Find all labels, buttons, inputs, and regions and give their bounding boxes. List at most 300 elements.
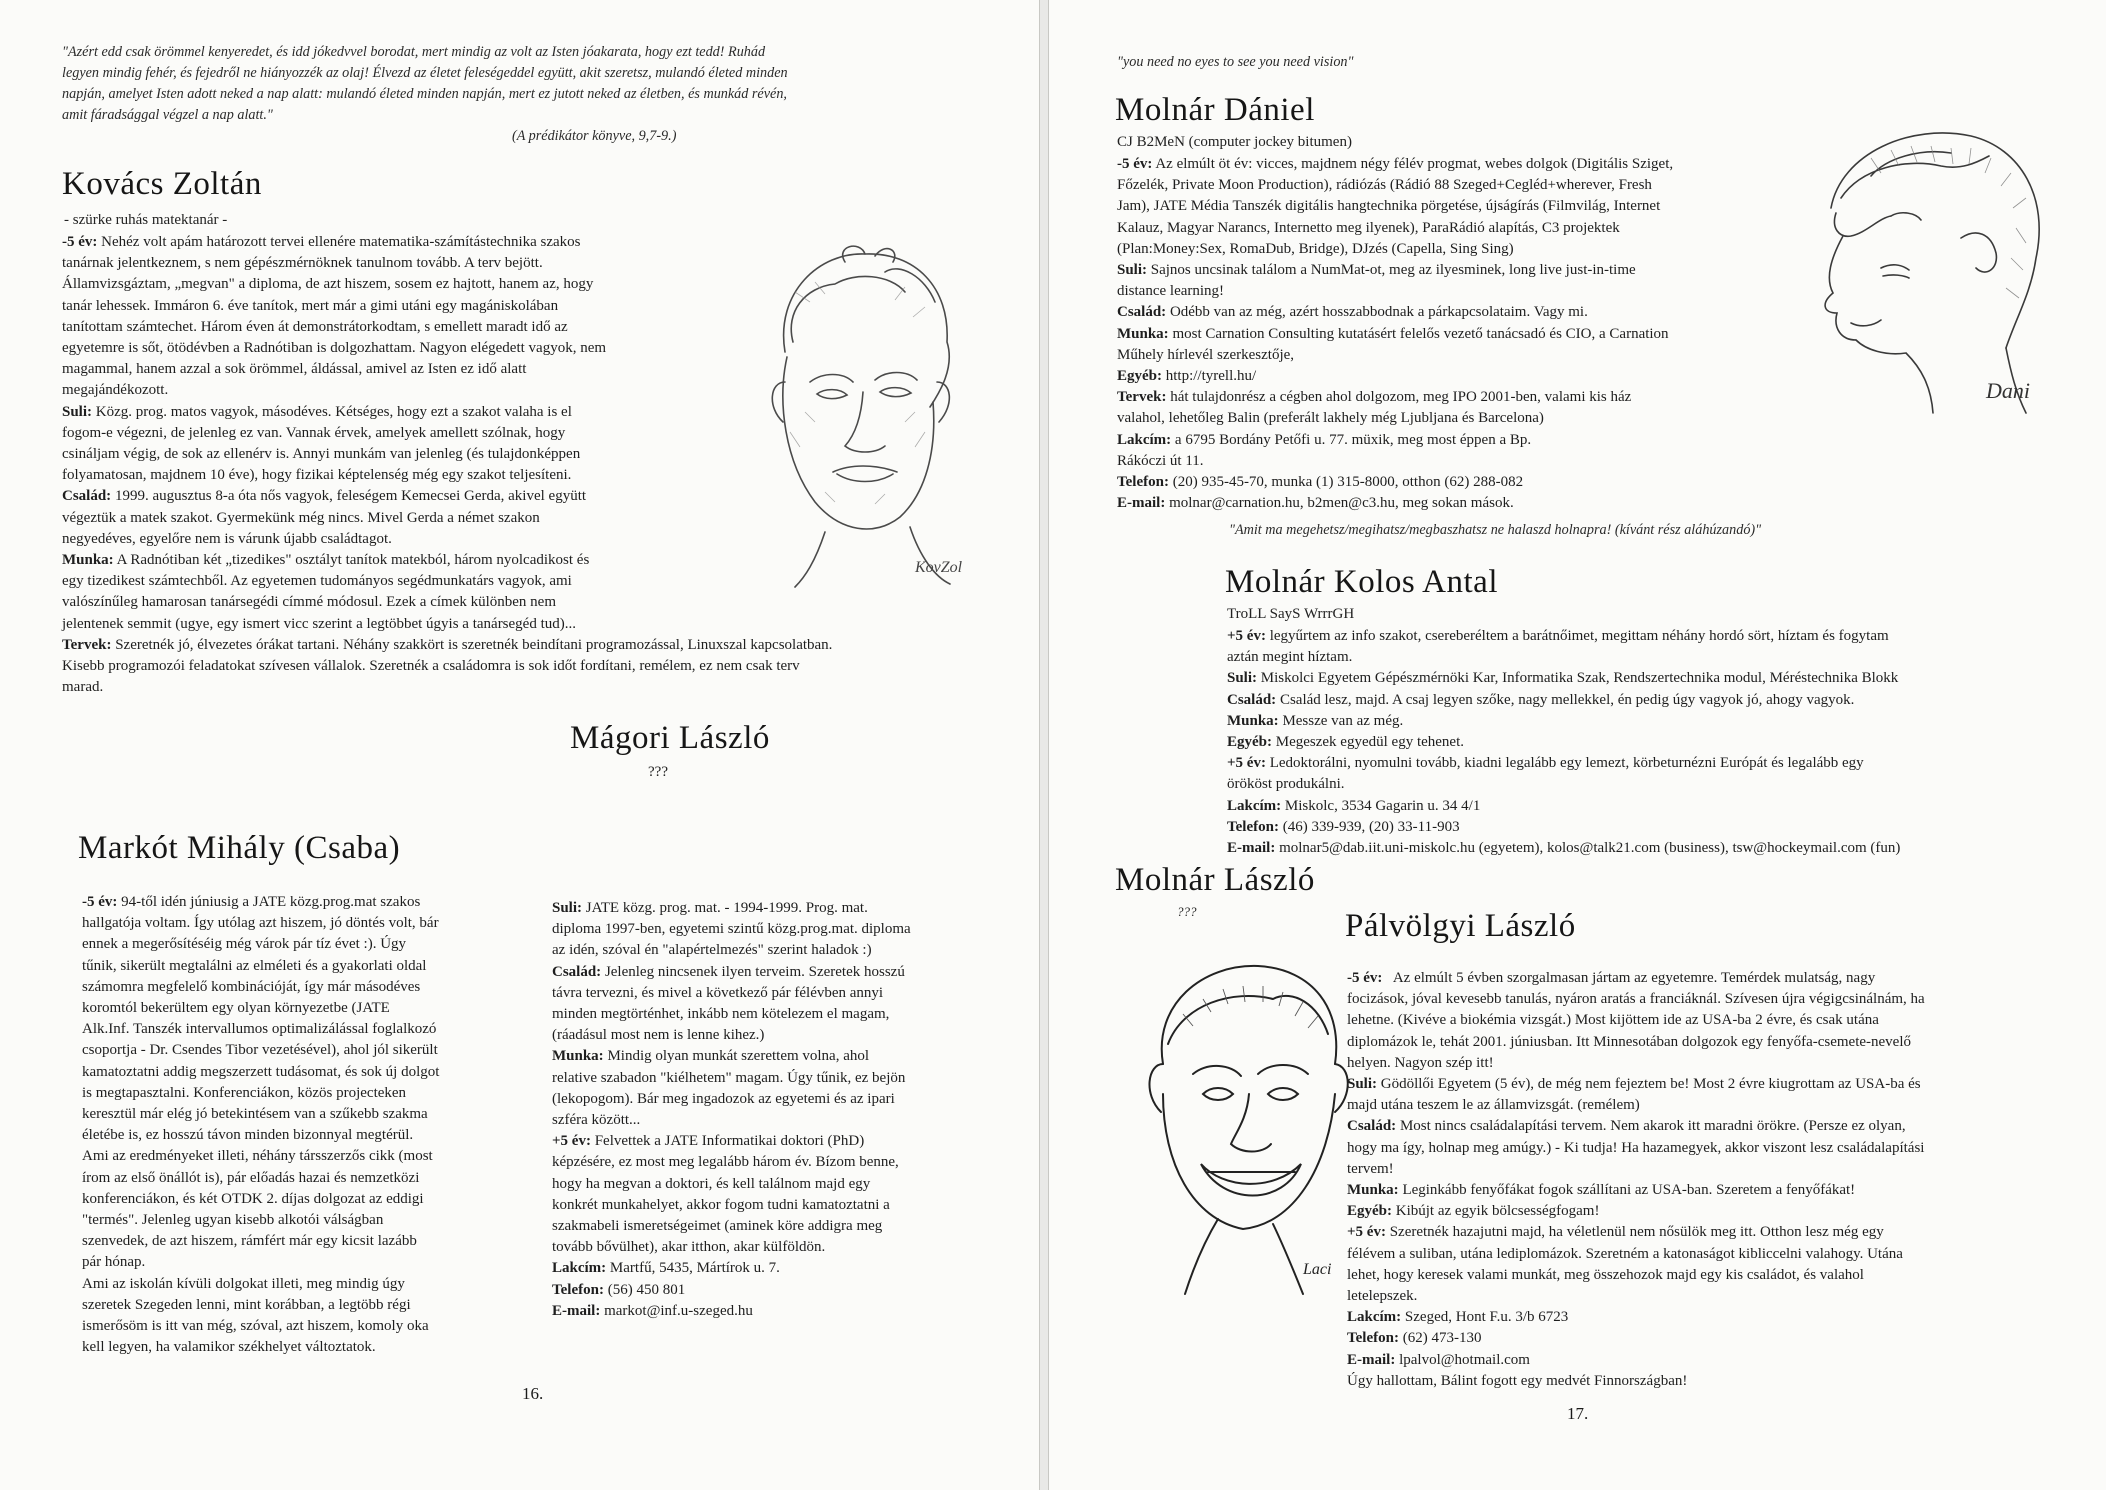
bio-line [1347, 1328, 1925, 1349]
field-label: +5 év: [552, 1133, 591, 1150]
bio-line [552, 1110, 911, 1131]
field-label: +5 év: [1227, 628, 1266, 644]
daniel-name: Molnár Dániel [1115, 92, 1315, 128]
left-page [0, 0, 1040, 1490]
field-label: Munka: [1227, 712, 1279, 729]
bio-line [552, 983, 911, 1004]
bio-line [62, 402, 832, 423]
field-text: Kibújt az egyik bölcsességfogam! [1392, 1203, 1600, 1220]
bio-line [1227, 774, 1900, 795]
field-text: (lekopogom). Bár meg ingadozok az egyetemi és az ipari [552, 1090, 895, 1107]
bio-line [1347, 1244, 1925, 1265]
bio-line [1227, 626, 1900, 647]
bio-line [62, 232, 832, 253]
field-text: (56) 450 801 [603, 1281, 686, 1298]
field-label: Munka: [1117, 325, 1169, 342]
field-text: kell legyen, ha valamikor székhelyet változtatok. [82, 1339, 376, 1356]
bio-line [1347, 1201, 1925, 1222]
bio-line [82, 1083, 439, 1104]
field-text: Műhely hírlevél szerkesztője, [1117, 346, 1295, 363]
bio-line [82, 1146, 439, 1167]
field-label: Lakcím: [1227, 797, 1282, 814]
field-text: fogom-e végezni, de jelenleg ez van. Vannak érvek, amelyek amellett szólnak, hogy [62, 424, 566, 441]
bio-line [62, 529, 832, 550]
bio-line [1347, 968, 1925, 989]
bio-line [1347, 1010, 1925, 1031]
bio-line [82, 1252, 439, 1273]
bio-line [552, 1258, 911, 1279]
quote-line: napján, amelyet Isten adott neked a nap alatt: mulandó életed minden napján, mert ez jutott neked az életben, és munkád révén, [62, 86, 787, 102]
field-text: diplomázok le, tehát 2001. júniusban. Itt Minnesotában dolgozok egy fenyőfa-csemete-nevelő [1347, 1033, 1912, 1050]
field-text: Úgy hallottam, Bálint fogott egy medvét Finnországban! [1347, 1372, 1688, 1389]
field-label: Család: [1227, 691, 1277, 708]
field-text: (20) 935-45-70, munka (1) 315-8000, otthon (62) 288-082 [1168, 474, 1524, 491]
field-text: csináljam végig, de sok az ellenérv is. Annyi munkám van jelenleg (és tulajdonképpen [62, 446, 581, 463]
field-text: Főzelék, Private Moon Production), rádiózás (Rádió 88 Szeged+Cegléd+wherever, Fresh [1117, 177, 1652, 194]
field-text: hogy ha megvan a doktori, és kell találnom majd egy [552, 1175, 871, 1192]
daniel-bio [1117, 154, 1673, 514]
bio-line [82, 956, 439, 977]
bio-line [1347, 1159, 1925, 1180]
field-text: distance learning! [1117, 283, 1225, 300]
bio-line [82, 1019, 439, 1040]
bio-line [82, 1168, 439, 1189]
magori-subtitle: ??? [648, 764, 668, 780]
field-text: A Radnótiban két „tizedikes" osztályt tanítok matekból, három nyolcadikost és [113, 552, 590, 569]
field-text: az idén, szóval én "alapértelmezés" szerint haladok :) [552, 942, 872, 959]
field-label: -5 év: [1117, 156, 1153, 172]
field-label: Tervek: [1117, 389, 1167, 406]
field-text: valahol, lehetőleg Balin (preferált lakhely még Ljubljana és Barcelona) [1117, 410, 1544, 427]
field-label: Munka: [1347, 1182, 1399, 1199]
bio-line [1117, 493, 1673, 514]
kovacs-name: Kovács Zoltán [62, 166, 262, 202]
bio-line [552, 1216, 911, 1237]
bio-line [82, 934, 439, 955]
bio-line [1117, 408, 1673, 429]
field-text: félévem a suliban, utána lediplomázok. Szeretném a katonaságot kibliccelni valahogy. Utána [1347, 1245, 1903, 1262]
bio-line [1227, 838, 1900, 859]
field-text: jelentenek semmit (ugye, egy ismert vicc szerint a legtöbbet úgyis a tanársegéd tud)... [62, 615, 576, 632]
field-label: Egyéb: [1227, 734, 1272, 751]
bio-line [552, 962, 911, 983]
bio-line [62, 274, 832, 295]
field-text: végeztük a matek szakot. Gyermekünk még nincs. Mivel Gerda a német szakon [62, 509, 540, 526]
field-text: (62) 473-130 [1398, 1330, 1482, 1347]
bio-line [1347, 1286, 1925, 1307]
bio-line [62, 614, 832, 635]
field-text: folyamatosan, majdnem 10 éve), hogy fizikai képtelenség még egy szakot teljesíteni. [62, 467, 572, 484]
bio-line [1117, 366, 1673, 387]
bio-line [82, 1337, 439, 1358]
bio-line [62, 444, 832, 465]
bio-line [62, 296, 832, 317]
bio-line [62, 635, 832, 656]
field-label: Telefon: [1347, 1330, 1399, 1347]
field-text: szféra között... [552, 1112, 641, 1129]
field-text: Miskolc, 3534 Gagarin u. 34 4/1 [1281, 797, 1481, 814]
field-text: Odébb van az még, azért hosszabbodnak a párkapcsolataim. Vagy mi. [1166, 304, 1588, 321]
field-text: konkrét munkahelyet, akkor fogom tudni kamatoztatni a [552, 1196, 890, 1213]
bio-line [62, 656, 832, 677]
bio-line [1117, 154, 1673, 175]
bio-line [1347, 989, 1925, 1010]
bio-line [1347, 1138, 1925, 1159]
field-text: Miskolci Egyetem Gépészmérnöki Kar, Informatika Szak, Rendszertechnika modul, Méréstechnika Blokk [1257, 670, 1899, 687]
field-text: Messze van az még. [1278, 712, 1404, 729]
field-text: lehetne. (Kivéve a biokémia vizsgát.) Most kijöttem ide az USA-ba 2 évre, és csak utána [1347, 1012, 1879, 1029]
bio-line [552, 898, 911, 919]
field-label: +5 év: [1347, 1224, 1386, 1241]
markot-name: Markót Mihály (Csaba) [78, 830, 401, 866]
bio-line [62, 550, 832, 571]
field-text: markot@inf.u-szeged.hu [600, 1302, 753, 1319]
quote-line: legyen mindig fehér, és fejedről ne hiányozzék az olaj! Élvezd az életet feleségeddel együtt, akit szeretsz, mulandó életed minden [62, 65, 788, 81]
bio-line [82, 1274, 439, 1295]
bio-line [552, 1046, 911, 1067]
field-text: életébe is, ez hosszú távon minden bizonnyal megtérül. [82, 1127, 414, 1144]
quote-source: (A prédikátor könyve, 9,7-9.) [512, 128, 677, 144]
field-text: tovább bővülhet), akar itthon, akar külföldön. [552, 1239, 826, 1256]
laszlo-subtitle: ??? [1177, 904, 1197, 919]
field-text: Ami az eredményeket illeti, néhány társszerzős cikk (most [82, 1148, 433, 1165]
field-label: Suli: [1227, 670, 1258, 687]
field-text: tűnik, sikerült megtalálni az elméleti és a gyakorlati oldal [82, 957, 427, 974]
field-label: Telefon: [1117, 474, 1169, 491]
field-text: hogy ma így, holnap meg amúgy.) - Ki tudja! Ha hazamegyek, akkor viszont lesz családalapítási [1347, 1139, 1925, 1156]
kolos-subtitle: TroLL SayS WrrrGH [1227, 606, 1355, 622]
field-text: távra tervezni, és mivel a következő pár félévben annyi [552, 984, 884, 1001]
field-text: Jam), JATE Média Tanszék digitális hangtechnika pörgetése, újságírás (Filmvilág, Internet [1117, 198, 1661, 215]
field-label: -5 év: [82, 894, 118, 910]
daniel-closing-quote: "Amit ma megehetsz/megihatsz/megbaszhatsz ne halaszd holnapra! (kívánt rész aláhúzandó)" [1229, 522, 1762, 538]
bio-line [1347, 1307, 1925, 1328]
field-text: Államvizsgáztam, „megvan" a diploma, de azt hiszem, sosem ez hajtott, hanem az, hogy [62, 276, 594, 293]
bio-line [82, 1316, 439, 1337]
field-text: keresztül már elég jó betekintésem van a szűkebb szakma [82, 1106, 428, 1123]
bio-line [62, 338, 832, 359]
field-text: egy tizedikest számtechből. Az egyetemen tudományos segédmunkatárs vagyok, ami [62, 573, 572, 590]
markot-bio-col1 [82, 892, 439, 1358]
field-text: relative szabadon "kiélhetem" magam. Úgy tűnik, ez bejön [552, 1069, 906, 1086]
bio-line [1347, 1265, 1925, 1286]
bio-line [552, 1025, 911, 1046]
field-text: kamatoztatni addig megszerzett tudásomat, és sok új dolgot [82, 1063, 440, 1080]
field-text: magammal, hanem azzal a sok örömmel, áldással, amivel az Isten ez idő alatt [62, 361, 527, 378]
field-text: negyedéves, egyelőre nem is várunk újabb családtagot. [62, 530, 392, 547]
bio-line [1117, 451, 1673, 472]
field-text: Az elmúlt öt év: vicces, majdnem négy félév progmat, webes dolgok (Digitális Sziget, [1152, 156, 1674, 172]
field-label: Lakcím: [552, 1260, 607, 1277]
field-text: Felvettek a JATE Informatikai doktori (PhD) [590, 1133, 865, 1150]
bio-line [62, 508, 832, 529]
field-text: "termés". Jelenleg ugyan kisebb alkotói válságban [82, 1212, 384, 1229]
field-label: Tervek: [62, 636, 112, 653]
field-label: Munka: [62, 552, 114, 569]
field-text: megajándékozott. [62, 382, 169, 399]
field-text: aztán megint híztam. [1227, 649, 1353, 666]
field-text: Kisebb programozói feladatokat szívesen vállalok. Szeretnék a családomra is sok időt fordítani, remélem, ez nem csak terv [62, 658, 800, 675]
field-text: koromtól bekerültem egy olyan környezetbe (JATE [82, 1000, 390, 1017]
bio-line [552, 1068, 911, 1089]
kovacs-subtitle: - szürke ruhás matektanár - [64, 212, 228, 228]
bio-line [552, 940, 911, 961]
quote-line: "Azért edd csak örömmel kenyeredet, és idd jókedvvel borodat, mert mindig az volt az Isten jóakarata, hogy ezt tedd! Ruhád [62, 44, 766, 60]
field-text: Szeged, Hont F.u. 3/b 6723 [1401, 1309, 1569, 1326]
field-text: ennek a megerősítéséig még várok pár tíz évet :). Úgy [82, 936, 407, 953]
field-text: marad. [62, 679, 104, 696]
field-text: lpalvol@hotmail.com [1395, 1351, 1530, 1368]
bio-line [1347, 1371, 1925, 1392]
bible-quote [62, 42, 992, 126]
laszlo-name: Molnár László [1115, 862, 1315, 898]
bio-line [1347, 1074, 1925, 1095]
field-text: Rákóczi út 11. [1117, 452, 1204, 469]
bio-line [1117, 196, 1673, 217]
field-text: ismerősöm is itt van még, szóval, azt hiszem, komoly oka [82, 1318, 429, 1335]
bio-line [552, 1089, 911, 1110]
field-text: Ami az iskolán kívüli dolgokat illeti, meg mindig úgy [82, 1275, 405, 1292]
bio-line [1117, 218, 1673, 239]
field-label: Család: [62, 488, 112, 505]
bio-line [1227, 711, 1900, 732]
field-text: a 6795 Bordány Petőfi u. 77. müxik, meg most éppen a Bp. [1171, 431, 1532, 448]
field-text: Martfű, 5435, Mártírok u. 7. [606, 1260, 780, 1277]
bio-line [1227, 817, 1900, 838]
field-text: (46) 339-939, (20) 33-11-903 [1278, 818, 1460, 835]
field-text: molnar5@dab.iit.uni-miskolc.hu (egyetem), kolos@talk21.com (business), tsw@hockeymail.com (fun) [1275, 840, 1901, 857]
bio-line [1117, 387, 1673, 408]
field-label: Egyéb: [1347, 1203, 1392, 1220]
field-text: Sajnos uncsinak találom a NumMat-ot, meg az ilyesminek, long live just-in-time [1147, 262, 1636, 279]
field-text: Leginkább fenyőfákat fogok szállítani az USA-ban. Szeretem a fenyőfákat! [1398, 1182, 1856, 1199]
field-text: Ledoktorálni, nyomulni tovább, kiadni legalább egy lemezt, körbeturnézni Európát és legalább egy [1265, 755, 1864, 772]
bio-line [552, 1280, 911, 1301]
bio-line [1117, 302, 1673, 323]
bio-line [1227, 732, 1900, 753]
bio-line [82, 1231, 439, 1252]
bio-line [82, 1189, 439, 1210]
bio-line [1347, 1180, 1925, 1201]
bio-line [62, 592, 832, 613]
magori-name: Mágori László [570, 720, 770, 756]
right-page [1048, 0, 2106, 1490]
bio-line [82, 1210, 439, 1231]
bio-line [1117, 345, 1673, 366]
bio-line [62, 359, 832, 380]
bio-line [82, 998, 439, 1019]
field-text: tervem! [1347, 1160, 1394, 1177]
field-label: Suli: [1117, 262, 1148, 279]
palvolgyi-portrait [1123, 944, 1363, 1299]
field-text: Az elmúlt 5 évben szorgalmasan jártam az egyetemre. Temérdek mulatság, nagy [1382, 970, 1876, 986]
bio-line [62, 380, 832, 401]
field-text: szeretek Szegeden lenni, mint korábban, a legtöbb régi [82, 1296, 411, 1313]
quote-line: amit fáradsággal végzel a nap alatt." [62, 107, 273, 123]
bio-line [62, 317, 832, 338]
field-text: molnar@carnation.hu, b2men@c3.hu, meg sokan mások. [1165, 495, 1514, 512]
field-text: Most nincs családalapítási tervem. Nem akarok itt maradni örökre. (Persze ez olyan, [1396, 1118, 1906, 1135]
bio-line [552, 919, 911, 940]
palvolgyi-bio [1347, 968, 1925, 1392]
field-text: egyetemre is sőt, ötödévben a Radnótiban is dolgozhattam. Nagyon elégedett vagyok, nem [62, 340, 607, 357]
bio-line [1347, 1350, 1925, 1371]
field-text: diploma 1997-ben, egyetemi szintű közg.prog.mat. diploma [552, 921, 911, 938]
bio-line [1227, 753, 1900, 774]
kolos-name: Molnár Kolos Antal [1225, 564, 1498, 600]
field-label: Munka: [552, 1048, 604, 1065]
bio-line [1117, 281, 1673, 302]
field-text: minden megtörténhet, inkább nem kötelezem el magam, [552, 1006, 890, 1023]
field-text: Szeretnék jó, élvezetes órákat tartani. Néhány szakkört is szeretnék beindítani programozással, Linuxszal kapcsolatban. [111, 636, 833, 653]
field-text: tanár lehessek. Immáron 6. éve tanítok, mert már a gimi utáni egy magániskolában [62, 297, 559, 314]
palvolgyi-signature: Laci [1303, 1261, 1332, 1278]
field-label: Suli: [552, 900, 583, 916]
field-text: is megtapasztalni. Konferenciákon, közös projecteken [82, 1084, 407, 1101]
bio-line [552, 1301, 911, 1322]
field-text: 94-től idén júniusig a JATE közg.prog.mat szakos [117, 894, 421, 910]
markot-bio-col2 [552, 898, 911, 1322]
field-text: letelepszek. [1347, 1288, 1418, 1305]
bio-line [82, 1125, 439, 1146]
field-text: Család lesz, majd. A csaj legyen szőke, nagy mellekkel, én pedig úgy vagyok jó, ahogy vagyok. [1276, 691, 1855, 708]
bio-line [1117, 260, 1673, 281]
bio-line [552, 1152, 911, 1173]
field-text: képzésére, ez most meg legalább három év. Bízom benne, [552, 1154, 899, 1171]
bio-line [1347, 1032, 1925, 1053]
field-label: E-mail: [552, 1302, 601, 1319]
field-text: konferenciákon, és két OTDK 2. díjas dolgozat az eddigi [82, 1190, 424, 1207]
vision-quote: "you need no eyes to see you need vision" [1117, 54, 1354, 70]
bio-line [1117, 175, 1673, 196]
field-text: Közg. prog. matos vagyok, másodéves. Kétséges, hogy ezt a szakot valaha is el [92, 403, 572, 420]
daniel-portrait [1811, 118, 2056, 418]
daniel-subtitle: CJ B2MeN (computer jockey bitumen) [1117, 134, 1352, 150]
field-text: Jelenleg nincsenek ilyen terveim. Szeretek hosszú [601, 963, 905, 980]
field-label: E-mail: [1117, 495, 1166, 512]
bio-line [82, 1104, 439, 1125]
field-label: -5 év: [1347, 970, 1383, 986]
field-text: (ráadásul most nem is lenne kihez.) [552, 1027, 765, 1044]
field-text: hát tulajdonrész a cégben ahol dolgozom, meg IPO 2001-ben, valami kis ház [1166, 389, 1632, 406]
field-text: írom az első önállót is), pár előadás hazai és nemzetközi [82, 1169, 420, 1186]
bio-line [1117, 324, 1673, 345]
field-label: +5 év: [1227, 755, 1266, 772]
bio-line [1117, 239, 1673, 260]
kovacs-portrait [725, 232, 985, 592]
field-text: Kalauz, Magyar Narancs, Internetto meg ilyenek), ParaRádió alapítás, C3 projektek [1117, 219, 1620, 236]
field-text: Gödöllői Egyetem (5 év), de még nem fejeztem be! Most 2 évre kiugrottam az USA-ba és [1377, 1076, 1921, 1093]
field-text: lehet, hogy keresek valami munkát, meg összehozok majd egy kis családot, és valahol [1347, 1266, 1864, 1283]
field-label: Család: [1117, 304, 1167, 321]
field-text: Alk.Inf. Tanszék intervallumos optimalizálással foglalkozó [82, 1021, 437, 1038]
field-text: http://tyrell.hu/ [1162, 368, 1257, 385]
page-number: 17. [1567, 1404, 1589, 1423]
bio-line [62, 253, 832, 274]
bio-line [1227, 690, 1900, 711]
bio-line [82, 913, 439, 934]
field-label: -5 év: [62, 234, 98, 250]
bio-line [552, 1131, 911, 1152]
bio-line [82, 892, 439, 913]
bio-line [552, 1195, 911, 1216]
field-label: Suli: [62, 403, 93, 420]
bio-line [1347, 1095, 1925, 1116]
field-text: számomra megfelelő kombinációját, így már másodéves [82, 978, 421, 995]
bio-line [1117, 472, 1673, 493]
field-text: legyűrtem az info szakot, csereberéltem a barátnőimet, megittam néhány hordó sört, híztam és fogytam [1265, 628, 1889, 644]
field-label: Család: [552, 963, 602, 980]
bio-line [552, 1237, 911, 1258]
field-text: örököst produkálni. [1227, 776, 1345, 793]
field-text: szakmabeli ismeretségeimet (aminek köre addigra meg [552, 1218, 883, 1235]
page-number: 16. [522, 1384, 544, 1403]
bio-line [1227, 796, 1900, 817]
field-text: Nehéz volt apám határozott tervei ellenére matematika-számítástechnika szakos [97, 234, 581, 250]
field-label: Lakcím: [1117, 431, 1172, 448]
field-text: tanárnak jelentkeznem, s nem gépészmérnöknek tanulnom tovább. A terv bejött. [62, 255, 543, 272]
field-label: E-mail: [1347, 1351, 1396, 1368]
field-text: szenvedek, de azt hiszem, rámfért már egy kicsit lazább [82, 1233, 417, 1250]
field-text: majd utána teszem le az államvizsgát. (remélem) [1347, 1097, 1640, 1114]
field-label: Egyéb: [1117, 368, 1162, 385]
field-text: helyen. Nagyon szép itt! [1347, 1054, 1494, 1071]
field-label: E-mail: [1227, 840, 1276, 857]
field-text: tanítottam számtechet. Három éven át demonstrátorkodtam, s emellett maradt idő az [62, 318, 568, 335]
palvolgyi-name: Pálvölgyi László [1345, 908, 1576, 944]
kovacs-bio [62, 232, 832, 698]
field-text: (Plan:Money:Sex, RomaDub, Bridge), DJzés (Capella, Sing Sing) [1117, 240, 1514, 257]
bio-line [82, 1040, 439, 1061]
bio-line [1227, 647, 1900, 668]
bio-line [62, 486, 832, 507]
kolos-bio [1227, 626, 1900, 859]
field-text: valószínűleg hamarosan tanársegédi címmé módosul. Ezek a címek különben nem [62, 594, 557, 611]
bio-line [1117, 430, 1673, 451]
field-label: Telefon: [552, 1281, 604, 1298]
field-text: focizások, jóval kevesebb tanulás, nyáron aratás a franciáknál. Szívesen újra végigcsinálnám, ha [1347, 991, 1925, 1008]
field-text: hallgatója voltam. Így utólag azt hiszem, jó döntés volt, bár [82, 915, 439, 932]
bio-line [82, 1295, 439, 1316]
field-text: Megeszek egyedül egy tehenet. [1272, 734, 1465, 751]
field-text: most Carnation Consulting kutatásért felelős vezető tanácsadó és CIO, a Carnation [1168, 325, 1669, 342]
field-label: Telefon: [1227, 818, 1279, 835]
bio-line [1347, 1222, 1925, 1243]
bio-line [62, 465, 832, 486]
kovacs-signature: KovZol [915, 559, 963, 576]
field-text: pár hónap. [82, 1254, 146, 1271]
field-text: csoportja - Dr. Csendes Tibor vezetésével), ahol jól sikerült [82, 1042, 438, 1059]
field-label: Suli: [1347, 1076, 1378, 1093]
field-label: Család: [1347, 1118, 1397, 1135]
bio-line [62, 571, 832, 592]
bio-line [1227, 668, 1900, 689]
field-text: 1999. augusztus 8-a óta nős vagyok, feleségem Kemecsei Gerda, akivel együtt [111, 488, 587, 505]
bio-line [82, 1062, 439, 1083]
bio-line [552, 1174, 911, 1195]
bio-line [1347, 1053, 1925, 1074]
field-text: Szeretnék hazajutni majd, ha véletlenül nem nősülök meg itt. Otthon lesz még egy [1385, 1224, 1884, 1241]
daniel-signature: Dani [1986, 378, 2030, 403]
bio-line [552, 1004, 911, 1025]
bio-line [62, 677, 832, 698]
bio-line [62, 423, 832, 444]
field-text: Mindig olyan munkát szerettem volna, ahol [603, 1048, 870, 1065]
field-label: Lakcím: [1347, 1309, 1402, 1326]
bio-line [82, 977, 439, 998]
bio-line [1347, 1116, 1925, 1137]
field-text: JATE közg. prog. mat. - 1994-1999. Prog. mat. [582, 900, 868, 916]
